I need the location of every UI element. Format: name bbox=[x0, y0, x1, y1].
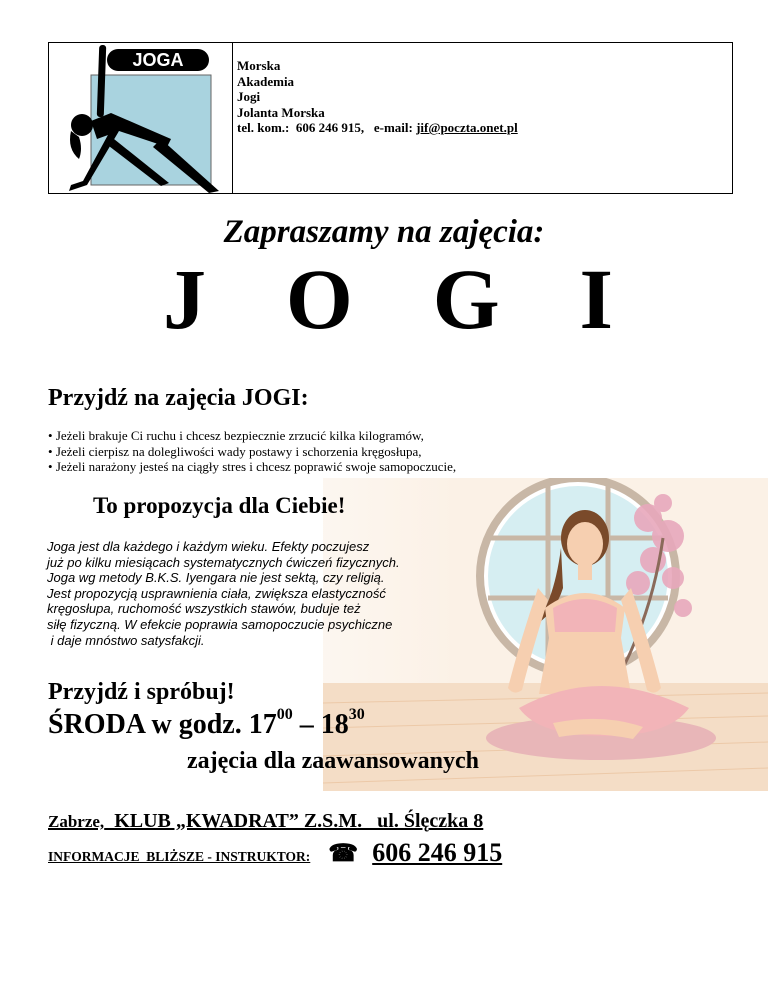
contact-name-line-1: Morska bbox=[237, 58, 281, 73]
description-line: Joga wg metody B.K.S. Iyengara nie jest sektą, czy religią. bbox=[47, 570, 385, 586]
schedule-end-minutes: 30 bbox=[348, 705, 365, 723]
try-heading: Przyjdź i spróbuj! bbox=[48, 679, 235, 705]
title-letter: I bbox=[579, 251, 613, 347]
email-link[interactable]: jif@poczta.onet.pl bbox=[416, 120, 518, 135]
description-line: kręgosłupa, ruchomość wszystkich stawów, buduje też bbox=[47, 601, 361, 617]
title-letter: O bbox=[285, 251, 353, 347]
list-item: • Jeżeli brakuje Ci ruchu i chcesz bezpiecznie zrzucić kilka kilogramów, bbox=[48, 428, 456, 444]
description-line: i daje mnóstwo satysfakcji. bbox=[47, 632, 205, 648]
schedule-day: ŚRODA w godz. 17 bbox=[48, 709, 277, 740]
logo-text: JOGA bbox=[132, 50, 184, 70]
advanced-note: zajęcia dla zaawansowanych bbox=[187, 748, 479, 774]
info-line bbox=[48, 838, 502, 868]
description-line: Jest propozycją usprawnienia ciała, zwiększa elastyczność bbox=[47, 585, 386, 601]
contact-info bbox=[237, 58, 518, 136]
invite-heading: Zapraszamy na zajęcia: bbox=[223, 214, 545, 250]
contact-phone-email bbox=[237, 120, 518, 136]
proposal-heading: To propozycja dla Ciebie! bbox=[93, 493, 346, 518]
phone-icon: ☎ bbox=[328, 841, 359, 867]
come-heading: Przyjdź na zajęcia JOGI: bbox=[48, 385, 309, 411]
benefits-list bbox=[48, 428, 456, 475]
schedule-start-minutes: 00 bbox=[276, 705, 293, 723]
description-line: siłę fizyczną. W efekcie poprawia samopoczucie psychiczne bbox=[47, 616, 393, 632]
title-letter: G bbox=[432, 251, 500, 347]
contact-name-line-2: Akademia bbox=[237, 73, 295, 89]
location bbox=[48, 810, 483, 833]
list-item: • Jeżeli cierpisz na dolegliwości wady postawy i schorzenia kręgosłupa, bbox=[48, 444, 456, 460]
location-club: KLUB „KWADRAT” Z.S.M. ul. Ślęczka 8 bbox=[104, 810, 484, 832]
contact-phone: tel. kom.: 606 246 915, e-mail: bbox=[237, 120, 417, 135]
description-line: Joga jest dla każdego i każdym wieku. Efekty poczujesz bbox=[47, 539, 370, 554]
big-title bbox=[163, 251, 613, 347]
instructor-phone[interactable]: 606 246 915 bbox=[372, 838, 503, 867]
location-town: Zabrze, bbox=[48, 812, 105, 831]
header-box bbox=[48, 42, 733, 194]
contact-instructor: Jolanta Morska bbox=[237, 104, 325, 120]
contact-name-line-3: Jogi bbox=[237, 89, 261, 104]
yoga-pose-logo-icon bbox=[49, 43, 232, 193]
joga-logo bbox=[49, 43, 233, 193]
schedule bbox=[48, 705, 365, 741]
description-line: już po kilku miesiącach systematycznych ćwiczeń fizycznych. bbox=[47, 554, 400, 570]
schedule-end: – 18 bbox=[292, 709, 349, 740]
list-item: • Jeżeli narażony jesteś na ciągły stres i chcesz poprawić swoje samopoczucie, bbox=[48, 459, 456, 475]
title-letter: J bbox=[163, 251, 206, 347]
info-label: INFORMACJE BLIŻSZE - INSTRUKTOR: bbox=[48, 849, 311, 864]
description bbox=[47, 539, 507, 648]
